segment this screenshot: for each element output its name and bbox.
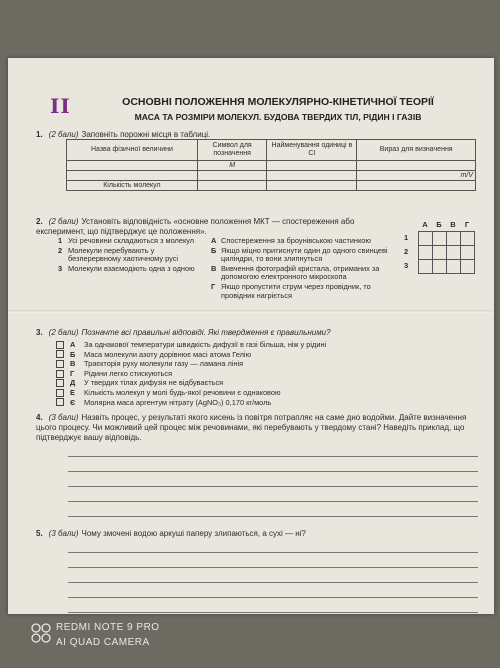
table-cell[interactable]	[67, 161, 198, 171]
grid-column-labels: А Б В Г	[422, 220, 470, 229]
table-cell[interactable]	[197, 181, 267, 191]
section-number: II	[50, 94, 71, 118]
choice-v[interactable]: В Траєкторія руху молекули газу — ламана лінія	[56, 359, 326, 369]
question-2: 2. (2 бали) Установіть відповідність «основне положення МКТ — спостереження або експеримент, що підтверджує це положення».	[36, 217, 355, 236]
camera-lens-icon	[30, 622, 52, 644]
list-item: 1 Усі речовини складаються з молекул	[58, 236, 195, 245]
grid-cell[interactable]	[419, 260, 433, 274]
grid-cell[interactable]	[447, 260, 461, 274]
question-4: 4. (3 бали) Назвіть процес, у результаті якого кисень із повітря потрапляє на саме дно водойми. Дайте визначення цього процесу. Чи можливий цей процес між речовинами, які перебувають у твердому стані? Наведіть приклад, що підтверджує вашу відповідь.	[36, 413, 467, 442]
checkbox[interactable]	[56, 350, 64, 358]
choice-b[interactable]: Б Маса молекули азоту дорівнює масі атома Гелію	[56, 350, 326, 360]
choice-e[interactable]: Е Кількість молекул у молі будь-якої речовини є однаковою	[56, 388, 326, 398]
grid-cell[interactable]	[419, 232, 433, 246]
choices-list	[56, 340, 326, 407]
checkbox[interactable]	[56, 398, 64, 406]
list-item: Г Якщо пропустити струм через провідник, то провідник нагріється	[211, 281, 371, 300]
grid-cell[interactable]	[433, 260, 447, 274]
table-header: Символ для позначення	[197, 140, 267, 161]
list-item: А Спостереження за броунівською частинкою	[211, 236, 371, 245]
table-row	[67, 161, 476, 171]
answer-grid	[404, 220, 475, 274]
grid-cell[interactable]	[433, 246, 447, 260]
table-cell: M	[197, 161, 267, 171]
grid-cell[interactable]	[419, 246, 433, 260]
table-row	[67, 181, 476, 191]
grid-cell[interactable]	[447, 246, 461, 260]
watermark-line-2: AI QUAD CAMERA	[56, 637, 150, 648]
table-cell[interactable]	[357, 181, 476, 191]
statements-list	[58, 237, 208, 274]
list-item: Б Якщо міцно притиснути один до одного свинцеві циліндри, то вони злипнуться	[211, 245, 388, 264]
checkbox[interactable]	[56, 370, 64, 378]
question-3: 3. (2 бали) Позначте всі правильні відповіді. Які твердження є правильними?	[36, 328, 331, 337]
question-1: 1. (2 бали) Заповніть порожні місця в таблиці.	[36, 130, 211, 139]
list-item: 3 Молекули взаємодіють одна з одною	[58, 263, 195, 273]
checkbox[interactable]	[56, 389, 64, 397]
grid-cell[interactable]	[461, 260, 475, 274]
quantities-table	[66, 139, 476, 191]
watermark-line-1: REDMI NOTE 9 PRO	[56, 622, 160, 633]
table-row	[67, 171, 476, 181]
table-header: Найменування одиниці в СІ	[267, 140, 357, 161]
grid-cell[interactable]	[433, 232, 447, 246]
table-cell[interactable]	[357, 161, 476, 171]
table-cell[interactable]	[267, 161, 357, 171]
table-cell: m/V	[357, 171, 476, 181]
choice-g[interactable]: Г Рідини легко стискуються	[56, 369, 326, 379]
list-item: 2 Молекули перебувають у безперервному хаотичному русі	[58, 245, 179, 264]
list-item: В Вивчення фотографій кристала, отриманих за допомогою електронного мікроскопа	[211, 263, 380, 282]
options-list	[211, 237, 396, 301]
choice-ye[interactable]: Є Молярна маса аргентум нітрату (AgNO₃) 0,170 кг/моль	[56, 398, 326, 408]
checkbox[interactable]	[56, 341, 64, 349]
grid-cell[interactable]	[461, 246, 475, 260]
answer-lines-q4[interactable]	[68, 442, 478, 517]
worksheet-title: ОСНОВНІ ПОЛОЖЕННЯ МОЛЕКУЛЯРНО-КІНЕТИЧНОЇ ТЕОРІЇ	[122, 96, 434, 108]
answer-lines-q5[interactable]	[68, 538, 478, 613]
checkbox[interactable]	[56, 360, 64, 368]
table-cell: Кількість молекул	[67, 181, 198, 191]
table-cell[interactable]	[267, 171, 357, 181]
checkbox[interactable]	[56, 379, 64, 387]
grid-cell[interactable]	[447, 232, 461, 246]
table-cell[interactable]	[267, 181, 357, 191]
choice-d[interactable]: Д У твердих тілах дифузія не відбувається	[56, 378, 326, 388]
paper-fold	[8, 310, 494, 313]
worksheet-page	[8, 58, 494, 614]
question-5: 5. (3 бали) Чому змочені водою аркуші паперу злипаються, а сухі — ні?	[36, 529, 306, 538]
table-header: Назва фізичної величини	[67, 140, 198, 161]
grid-cells	[418, 231, 475, 274]
grid-row-labels: 1 2 3	[404, 233, 409, 270]
table-header: Вираз для визначення	[357, 140, 476, 161]
table-cell[interactable]	[197, 171, 267, 181]
choice-a[interactable]: А За однакової температури швидкість дифузії в газі більша, ніж у рідині	[56, 340, 326, 350]
worksheet-subtitle: МАСА ТА РОЗМІРИ МОЛЕКУЛ. БУДОВА ТВЕРДИХ ТІЛ, РІДИН І ГАЗІВ	[134, 112, 422, 122]
table-cell[interactable]	[67, 171, 198, 181]
grid-cell[interactable]	[461, 232, 475, 246]
